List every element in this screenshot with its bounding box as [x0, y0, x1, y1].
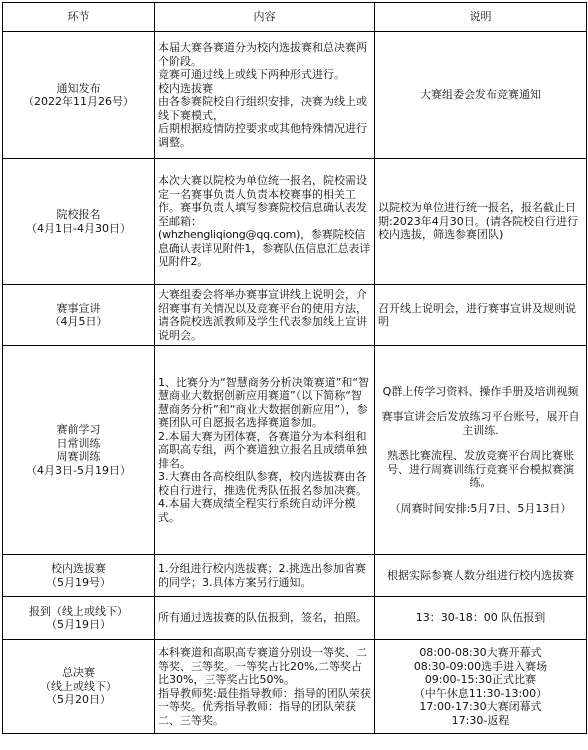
- table-row: [3, 159, 587, 285]
- stage-line: （2022年11月26号）: [23, 95, 134, 108]
- header-row: [3, 3, 587, 32]
- note-line: 13：30-18：00 队伍报到: [415, 611, 546, 625]
- content-line: 本届大赛各赛道分为校内选拔赛和总决赛两个阶段。: [158, 41, 367, 68]
- note-line: 09:00-15:30正式比赛: [424, 673, 537, 686]
- note-line: 召开线上说明会，进行赛事宣讲及规则说明: [378, 301, 576, 328]
- table-row: [3, 555, 587, 597]
- stage-line: （5月20日）: [46, 693, 111, 707]
- content-cell: [155, 285, 375, 346]
- note-line: 根据实际参赛人数分组进行校内选拔赛: [387, 568, 574, 582]
- table-row: [3, 346, 587, 555]
- stage-cell: [3, 32, 155, 159]
- content-line: (whzhengliqiong@qq.com)，参赛院校信息确认表详见附件1，参赛队伍信息汇总表详见附件2。: [158, 228, 370, 269]
- content-cell: [155, 555, 375, 597]
- stage-line: 校内选拔赛: [51, 562, 106, 575]
- table-row: [3, 640, 587, 734]
- stage-line: （4月3日-5月19日）: [26, 463, 131, 477]
- note-gap: [378, 437, 583, 449]
- note-line: （中午休息11:30-13:00）: [413, 686, 548, 700]
- stage-cell: [3, 285, 155, 346]
- header-stage: 环节: [3, 3, 155, 32]
- note-cell: [375, 597, 587, 640]
- note-line: 以院校为单位进行统一报名，报名截止日期:2023年4月30日。(请各院校自行进行校内选拔，筛选参赛团队): [378, 201, 578, 242]
- content-line: 由各参赛院校自行组织安排，决赛为线上或线下赛模式，: [158, 95, 367, 122]
- content-line: 校内选拔赛: [158, 81, 213, 95]
- stage-cell: [3, 346, 155, 555]
- stage-cell: [3, 555, 155, 597]
- schedule-table: [2, 2, 587, 734]
- stage-line: 通知发布: [56, 81, 101, 95]
- content-cell: [155, 640, 375, 734]
- note-cell: [375, 32, 587, 159]
- content-line: 指导教师奖:最佳指导教师：指导的团队荣获一等奖。优秀指导教师：指导的团队荣获二、三等奖。: [158, 686, 371, 727]
- stage-line: （5月19号）: [46, 575, 111, 589]
- note-cell: [375, 555, 587, 597]
- header-note: 说明: [375, 3, 587, 32]
- content-line: 后期根据疫情防控要求或其他特殊情况进行调整。: [158, 122, 367, 149]
- note-line: 熟悉比赛流程、发放竞赛平台周比赛账号、进行周赛训练行竞赛平台模拟赛演练。: [387, 449, 574, 490]
- note-line: 17:30-返程: [451, 713, 510, 727]
- stage-line: 周赛训练: [56, 450, 101, 463]
- note-gap: [378, 398, 583, 410]
- content-line: 所有通过选拔赛的队伍报到，签名，拍照。: [158, 611, 367, 625]
- note-line: 17:00-17:30大赛闭幕式: [419, 700, 542, 713]
- content-line: 本科赛道和高职高专赛道分别设一等奖、二等奖、三等奖。一等奖占比20%,二等奖占比30%，三等奖占比50%。: [158, 646, 367, 686]
- note-line: 08:30-09:00选手进入赛场: [413, 659, 548, 673]
- note-cell: [375, 640, 587, 734]
- content-line: 3.大赛由各高校组队参赛，校内选拔赛由各校自行进行，推选优秀队伍报名参加决赛。: [158, 470, 367, 497]
- stage-line: 赛事宣讲: [56, 301, 101, 315]
- stage-line: （4月5日）: [49, 315, 108, 328]
- note-line: 赛事宣讲会后发放练习平台账号，展开自主训练.: [381, 410, 580, 437]
- note-line: 大赛组委会发布竞赛通知: [420, 88, 541, 102]
- note-line: Q群上传学习资料、操作手册及培训视频: [382, 384, 579, 398]
- stage-cell: [3, 597, 155, 640]
- table-row: [3, 597, 587, 640]
- note-cell: [375, 346, 587, 555]
- note-line: （周赛时间安排:5月7日、5月13日）: [389, 501, 572, 515]
- content-cell: [155, 32, 375, 159]
- content-cell: [155, 597, 375, 640]
- content-line: 1、比赛分为“智慧商务分析决策赛道”和“智慧商业大数据创新应用赛道”（以下简称“智慧商务分析”和“商业大数据创新应用”），参赛团队可自愿报名选择赛道参加。: [158, 375, 370, 430]
- content-line: 本次大赛以院校为单位统一报名，院校需设定一名赛事负责人负责本校赛事的相关工作。赛事负责人填写参赛院校信息确认表发至邮箱：: [158, 174, 367, 228]
- stage-line: 总决赛: [62, 666, 95, 680]
- stage-line: （5月19日）: [46, 618, 111, 631]
- content-line: 4.本届大赛成绩全程实行系统自动评分模式。: [158, 497, 356, 524]
- stage-line: 院校报名: [56, 208, 101, 221]
- stage-line: （4月1日-4月30日）: [26, 221, 131, 235]
- content-cell: [155, 159, 375, 285]
- table-row: [3, 32, 587, 159]
- note-gap: [378, 490, 583, 502]
- stage-line: 赛前学习: [56, 423, 101, 436]
- content-cell: [155, 346, 375, 555]
- note-cell: [375, 285, 587, 346]
- stage-line: 日常训练: [56, 436, 101, 450]
- table-row: [3, 285, 587, 346]
- content-line: 大赛组委会将举办赛事宣讲线上说明会，介绍赛事有关情况以及竞赛平台的使用方法，请各院校选派教师及学生代表参加线上宣讲说明会。: [158, 288, 367, 342]
- stage-line: （线上或线下）: [40, 679, 117, 693]
- header-content: 内容: [155, 3, 375, 32]
- content-line: 2.本届大赛为团体赛，各赛道分为本科组和高职高专组，两个赛道独立报名且成绩单独排名。: [158, 429, 367, 470]
- content-line: 竞赛可通过线上或线下两种形式进行。: [158, 68, 345, 81]
- content-line: 1.分组进行校内选拔赛；2.挑选出参加省赛的同学；3.具体方案另行通知。: [158, 562, 366, 589]
- stage-cell: [3, 159, 155, 285]
- note-cell: [375, 159, 587, 285]
- stage-line: 报到（线上或线下）: [29, 604, 128, 618]
- note-line: 08:00-08:30大赛开幕式: [419, 646, 542, 659]
- stage-cell: [3, 640, 155, 734]
